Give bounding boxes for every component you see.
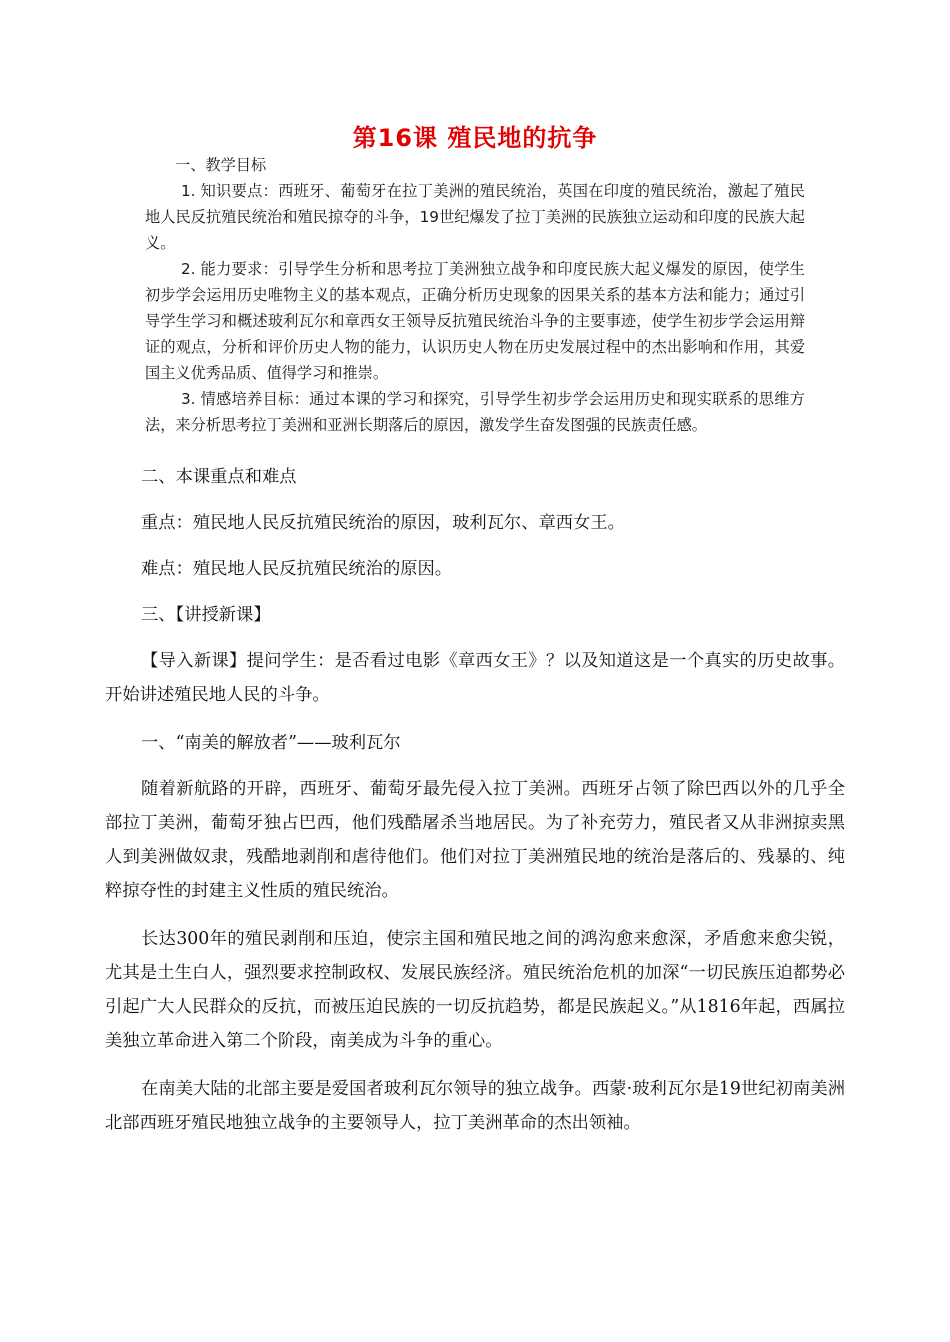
section-key-points-heading: 二、本课重点和难点: [141, 467, 297, 487]
teaching-objectives-block: [145, 152, 805, 438]
lesson-body: [105, 460, 845, 1154]
objective-knowledge: 1. 知识要点：西班牙、葡萄牙在拉丁美洲的殖民统治，英国在印度的殖民统治，激起了殖民地人民反抗殖民统治和殖民掠夺的斗争，19世纪爆发了拉丁美洲的民族独立运动和印度的民族大起义。: [145, 182, 805, 252]
objective-ability: 2. 能力要求：引导学生分析和思考拉丁美洲独立战争和印度民族大起义爆发的原因，使学生初步学会运用历史唯物主义的基本观点，正确分析历史现象的因果关系的基本方法和能力；通过引导学生学习和概述玻利瓦尔和章西女王领导反抗殖民统治斗争的主要事迹，使学生初步学会运用辩证的观点，分析和评价历史人物的能力，认识历史人物在历史发展过程中的杰出影响和作用，其爱国主义优秀品质、值得学习和推崇。: [145, 260, 805, 382]
paragraph-colonization: 随着新航路的开辟，西班牙、葡萄牙最先侵入拉丁美洲。西班牙占领了除巴西以外的几乎全部拉丁美洲，葡萄牙独占巴西，他们残酷屠杀当地居民。为了补充劳力，殖民者又从非洲掠卖黑人到美洲做奴隶，残酷地剥削和虐待他们。他们对拉丁美洲殖民地的统治是落后的、残暴的、纯粹掠夺性的封建主义性质的殖民统治。: [105, 779, 845, 901]
objective-emotion: 3. 情感培养目标：通过本课的学习和探究，引导学生初步学会运用历史和现实联系的思维方法，来分析思考拉丁美洲和亚洲长期落后的原因，激发学生奋发图强的民族责任感。: [145, 390, 805, 434]
section-new-lesson-heading: 三、【讲授新课】: [141, 605, 271, 625]
paragraph-oppression: 长达300年的殖民剥削和压迫，使宗主国和殖民地之间的鸿沟愈来愈深，矛盾愈来愈尖锐，尤其是土生白人，强烈要求控制政权、发展民族经济。殖民统治危机的加深“一切民族压迫都势必引起广大人民群众的反抗，而被压迫民族的一切反抗趋势，都是民族起义。”从1816年起，西属拉美独立革命进入第二个阶段，南美成为斗争的重心。: [105, 929, 845, 1051]
paragraph-bolivar: 在南美大陆的北部主要是爱国者玻利瓦尔领导的独立战争。西蒙·玻利瓦尔是19世纪初南美洲北部西班牙殖民地独立战争的主要领导人，拉丁美洲革命的杰出领袖。: [105, 1079, 845, 1133]
subsection-bolivar-heading: 一、“南美的解放者”——玻利瓦尔: [141, 733, 401, 753]
objectives-heading: 一、教学目标: [175, 156, 267, 174]
lesson-title: 第16课 殖民地的抗争: [352, 124, 598, 152]
key-point: 重点：殖民地人民反抗殖民统治的原因，玻利瓦尔、章西女王。: [141, 513, 625, 533]
difficult-point: 难点：殖民地人民反抗殖民统治的原因。: [141, 559, 453, 579]
lesson-intro: 【导入新课】提问学生：是否看过电影《章西女王》？以及知道这是一个真实的历史故事。开始讲述殖民地人民的斗争。: [105, 651, 845, 705]
